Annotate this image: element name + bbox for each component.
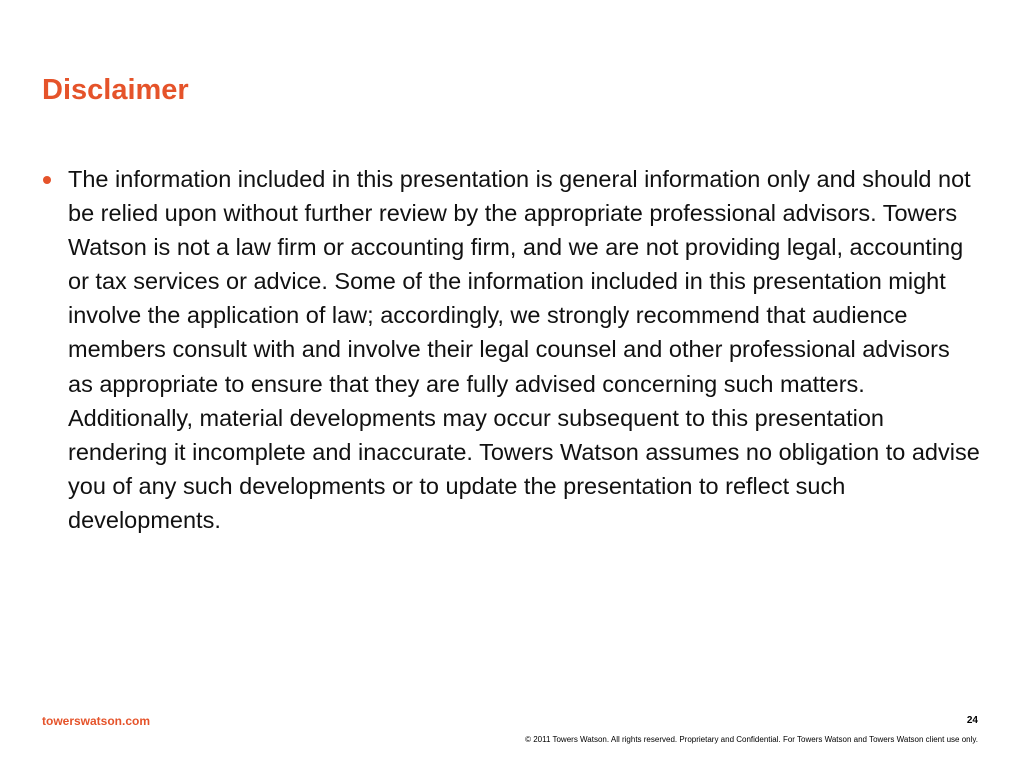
disclaimer-bullet-item xyxy=(40,162,980,537)
disclaimer-bullet-list xyxy=(40,162,980,537)
disclaimer-text: The information included in this presentation is general information only and should not be relied upon without further review by the appropriate professional advisors. Towers Watson is not a law firm or accounting firm, and we are not providing legal, accounting or tax services or advice. Some of the information included in this presentation might involve the application of law; accordingly, we strongly recommend that audience members consult with and involve their legal counsel and other professional advisors as appropriate to ensure that they are fully advised concerning such matters. Additionally, material developments may occur subsequent to this presentation rendering it incomplete and inaccurate. Towers Watson assumes no obligation to advise you of any such developments or to update the presentation to reflect such developments. xyxy=(68,166,980,533)
copyright-notice: © 2011 Towers Watson. All rights reserved. Proprietary and Confidential. For Towers Watson and Towers Watson client use only. xyxy=(525,735,978,744)
bullet-dot-icon xyxy=(43,176,51,184)
page-number: 24 xyxy=(966,715,978,726)
slide-title: Disclaimer xyxy=(42,74,189,106)
footer-brand-link[interactable]: towerswatson.com xyxy=(42,714,151,728)
